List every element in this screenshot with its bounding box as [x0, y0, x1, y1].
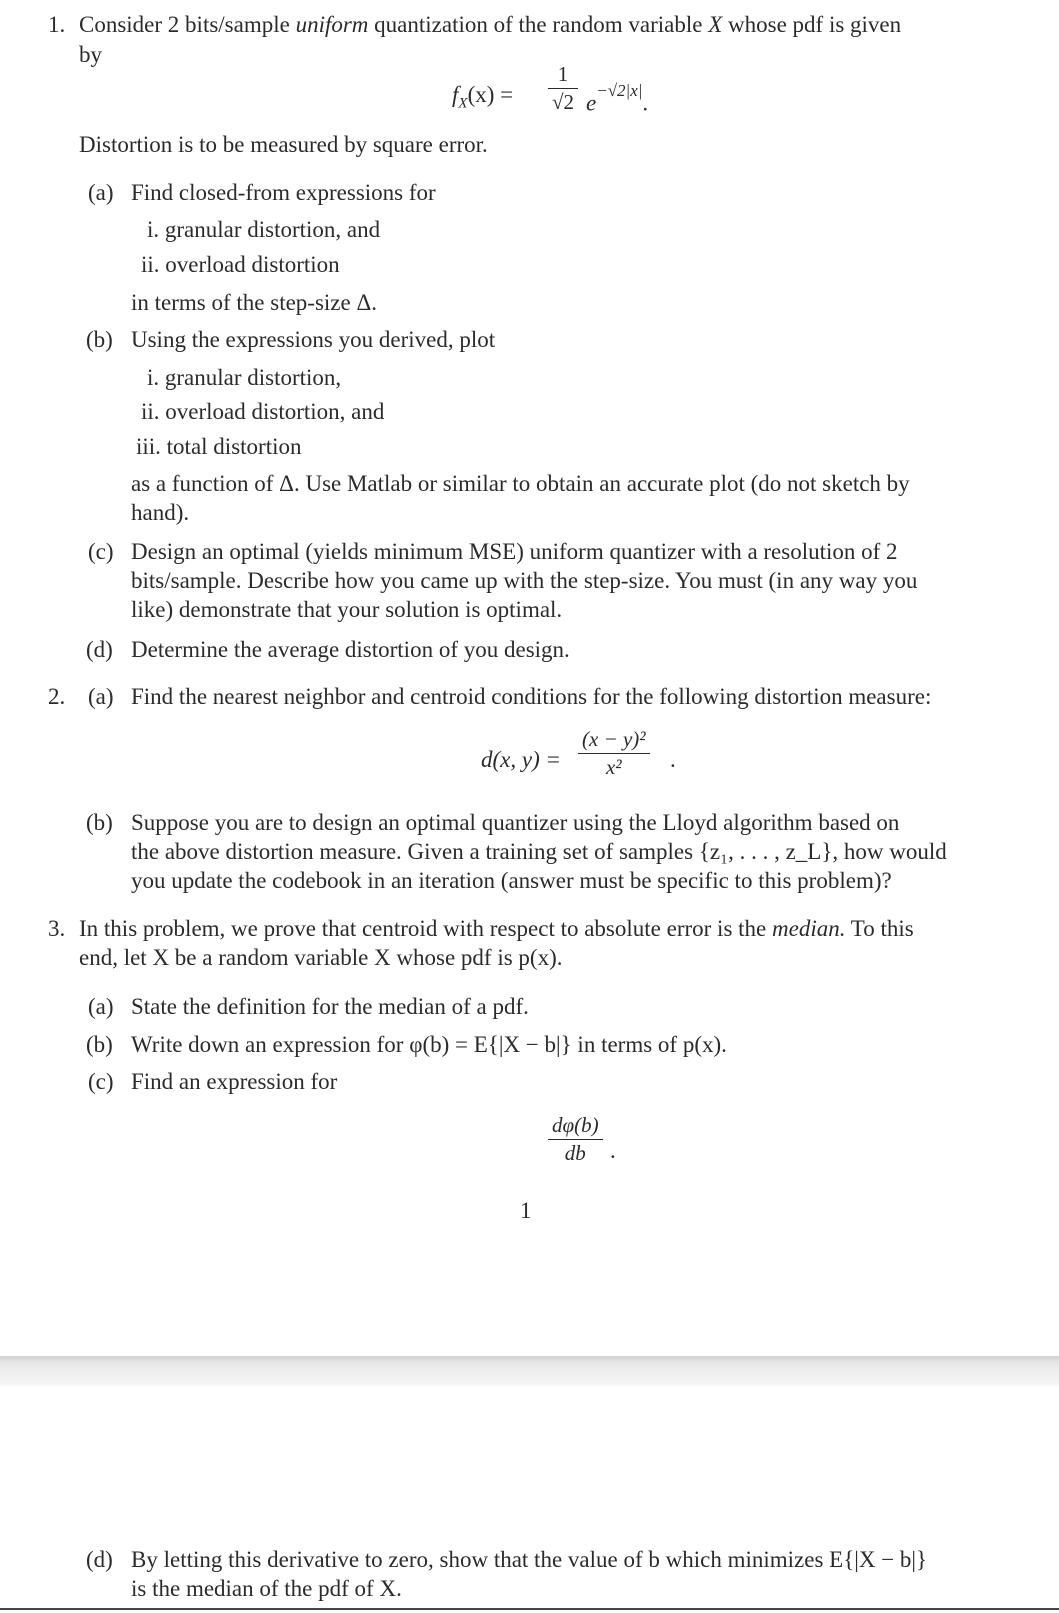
- problem-1-line-2: by: [79, 42, 102, 67]
- p1-b-tail-2: hand).: [131, 500, 190, 525]
- p3-a-text: State the definition for the median of a pdf.: [131, 994, 529, 1019]
- p1-b-ii: ii. overload distortion, and: [141, 399, 385, 424]
- p3-d-line-1: By letting this derivative to zero, show that the value of b which minimizes E{|X − b|}: [131, 1547, 928, 1572]
- p1-d-label: (d): [86, 637, 113, 662]
- p1-b-label: (b): [86, 327, 113, 352]
- p1-b-iii: iii. total distortion: [136, 434, 302, 459]
- p1-c-line-3: like) demonstrate that your solution is optimal.: [131, 597, 563, 622]
- page-break: [0, 1356, 1059, 1386]
- p2-b-label: (b): [86, 810, 113, 835]
- problem-2-number: 2.: [48, 684, 66, 709]
- p2-a-text: Find the nearest neighbor and centroid conditions for the following distortion measure:: [131, 684, 932, 709]
- p3-d-line-2: is the median of the pdf of X.: [131, 1576, 402, 1601]
- p1-b-text: Using the expressions you derived, plot: [131, 327, 496, 352]
- p1-a-ii: ii. overload distortion: [141, 252, 340, 277]
- p2-b-line-1: Suppose you are to design an optimal quantizer using the Lloyd algorithm based on: [131, 810, 900, 835]
- p2-a-label: (a): [88, 684, 114, 709]
- pdf-fraction: 1 √2: [548, 62, 578, 115]
- distortion-measure-lhs: d(x, y) =: [481, 747, 562, 772]
- p1-c-label: (c): [88, 539, 114, 564]
- distortion-measure-end: .: [670, 747, 676, 772]
- p3-c-label: (c): [88, 1069, 114, 1094]
- pdf-exp: $e^{-√2|x|}$.: [586, 81, 649, 116]
- problem-1-number: 1.: [48, 12, 66, 37]
- page-number: 1: [520, 1198, 532, 1223]
- p1-a-i: i. granular distortion, and: [147, 217, 381, 242]
- p2-b-line-3: you update the codebook in an iteration (answer must be specific to this problem)?: [131, 868, 892, 893]
- p3-b-label: (b): [86, 1032, 113, 1057]
- p1-b-i: i. granular distortion,: [147, 365, 342, 390]
- p1-b-tail-1: as a function of Δ. Use Matlab or similar to obtain an accurate plot (do not sketch by: [131, 471, 910, 496]
- p3-a-label: (a): [88, 994, 114, 1019]
- p3-b-text: Write down an expression for φ(b) = E{|X − b|} in terms of p(x).: [131, 1032, 727, 1057]
- bottom-border: [0, 1608, 1059, 1610]
- p3-c-text: Find an expression for: [131, 1069, 338, 1094]
- p1-a-label: (a): [88, 180, 114, 205]
- derivative-end: .: [610, 1138, 616, 1163]
- p1-d-text: Determine the average distortion of you design.: [131, 637, 570, 662]
- p1-c-line-1: Design an optimal (yields minimum MSE) uniform quantizer with a resolution of 2: [131, 539, 898, 564]
- problem-1-line-1: Consider 2 bits/sample uniform quantization of the random variable X whose pdf is given: [79, 12, 902, 37]
- derivative-fraction: dφ(b) db: [548, 1113, 603, 1166]
- problem-3-line-2: end, let X be a random variable X whose pdf is p(x).: [79, 945, 563, 970]
- p1-a-tail: in terms of the step-size Δ.: [131, 290, 378, 315]
- pdf-lhs: $f_X(x)$ =: [452, 82, 514, 112]
- problem-3-number: 3.: [48, 916, 66, 941]
- p3-d-label: (d): [86, 1547, 113, 1572]
- p1-c-line-2: bits/sample. Describe how you came up with the step-size. You must (in any way you: [131, 568, 918, 593]
- distortion-measure-fraction: (x − y)² x²: [578, 727, 650, 780]
- problem-3-line-1: In this problem, we prove that centroid with respect to absolute error is the median. To this: [79, 916, 914, 941]
- distortion-note: Distortion is to be measured by square error.: [79, 132, 488, 157]
- p2-b-line-2: the above distortion measure. Given a training set of samples {z₁, . . . , z_L}, how would: [131, 839, 947, 864]
- p1-a-text: Find closed-from expressions for: [131, 180, 436, 205]
